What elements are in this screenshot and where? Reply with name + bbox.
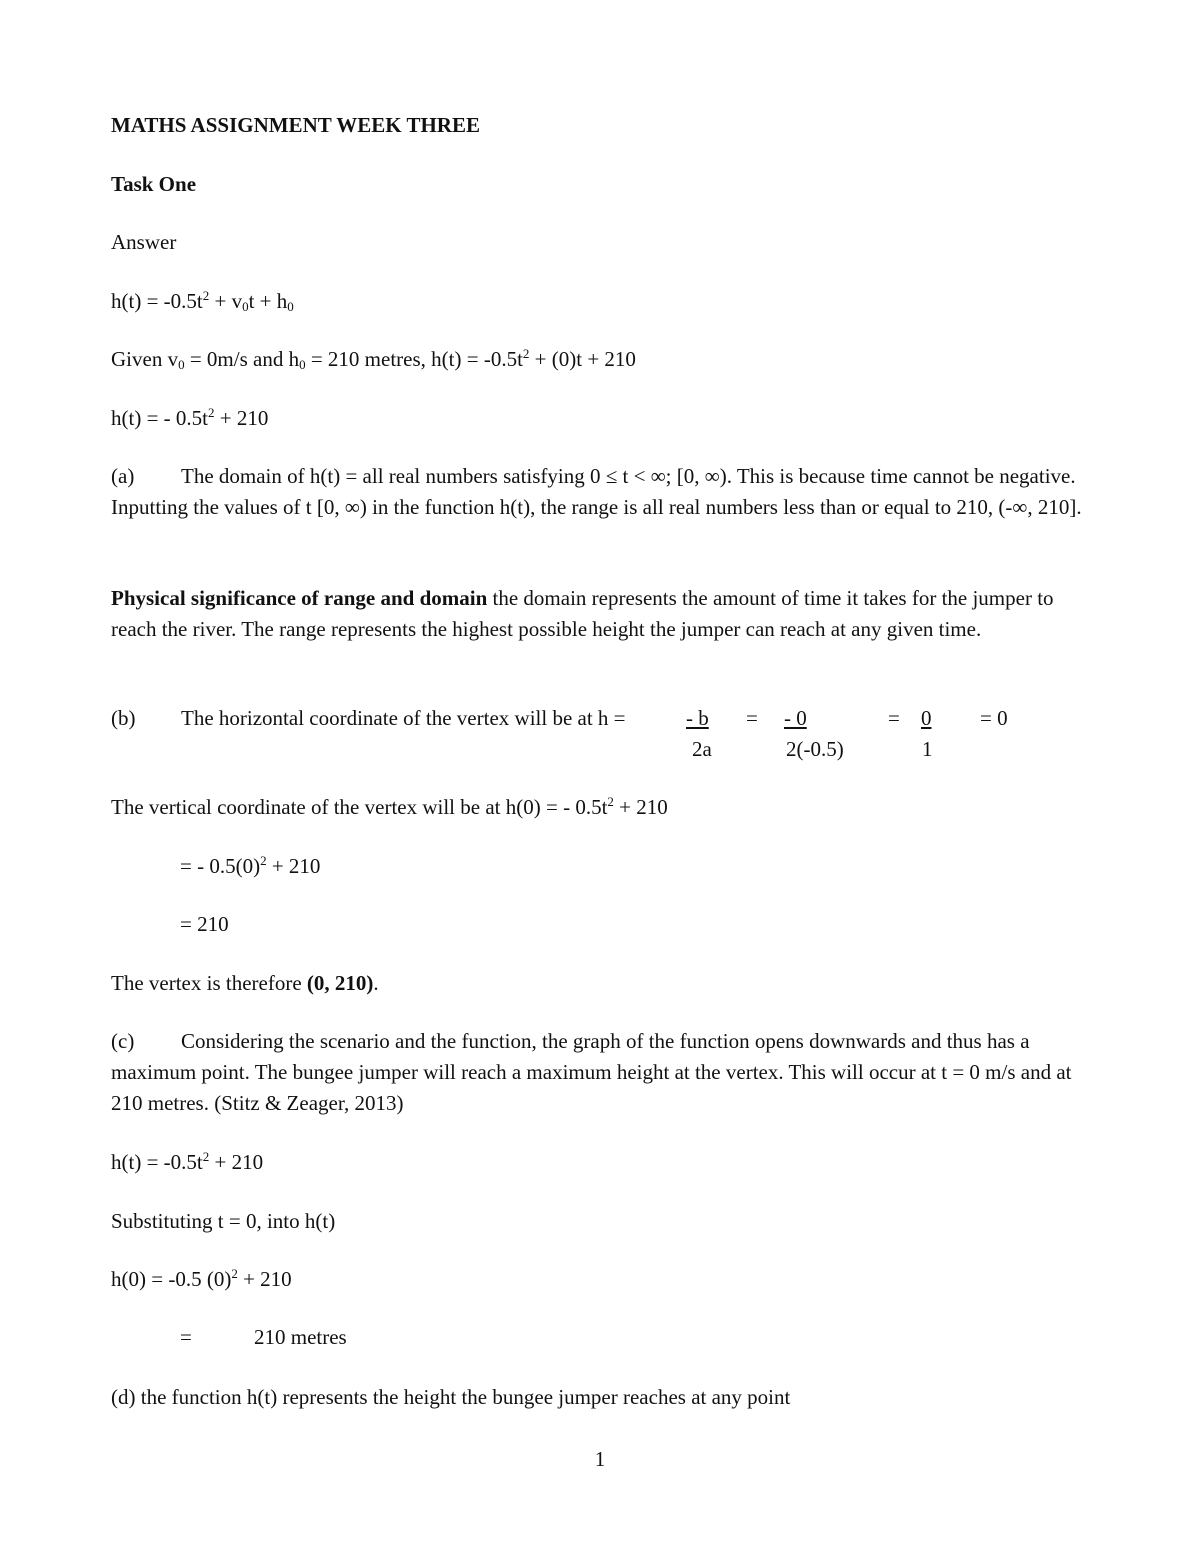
document-title: MATHS ASSIGNMENT WEEK THREE	[111, 113, 480, 137]
task-heading: Task One	[111, 172, 197, 196]
part-b-result: = 0	[980, 706, 1008, 730]
physical-significance-paragraph: Physical significance of range and domain the domain represents the amount of time it takes for the jumper to reach the river. The range represents the highest possible height the jumper can reach at any given time.	[111, 586, 1054, 641]
part-c-paragraph: (c) Considering the scenario and the function, the graph of the function opens downwards and thus has a maximum point. The bungee jumper will reach a maximum height at the vertex. This will occur at t = 0 m/s and at 210 metres. (Stitz & Zeager, 2013)	[111, 1029, 1072, 1115]
result-210-metres: 210 metres	[254, 1325, 347, 1349]
vertex-statement: The vertex is therefore (0, 210).	[111, 971, 379, 995]
equation-height-repeat: $h(t) = -0.5t^2 + 210$	[111, 1149, 264, 1174]
part-a-paragraph: (a) The domain of h(t) = all real numbers satisfying 0 ≤ t < ∞; [0, ∞). This is because time cannot be negative. Inputting the values of t [0, ∞) in the function h(t), the range is all real numbers less than or equal to 210, (-∞, 210].	[111, 464, 1082, 519]
fraction-2-numerator: - 0	[784, 706, 807, 730]
equation-height-general: $h(t) = -0.5t^2 + v_0t + h_0$	[111, 288, 294, 314]
fraction-3-denominator: 1	[922, 737, 933, 761]
page-number: 1	[594, 1447, 606, 1471]
fraction-2-denominator: 2(-0.5)	[786, 737, 844, 761]
fraction-1-numerator: - b	[686, 706, 709, 730]
part-d-line: (d) the function h(t) represents the height the bungee jumper reaches at any point	[111, 1385, 791, 1409]
fraction-1-denominator: 2a	[692, 737, 712, 761]
given-values: Given $v_0 = 0m/s$ and $h_0 = 210$ metres, $h(t) = -0.5t^2 + (0)t + 210$	[111, 346, 636, 372]
answer-label: Answer	[111, 230, 177, 254]
vertical-step-1: = - $0.5(0)^2 + 210$	[180, 853, 321, 878]
equation-height-specific: h(t) = - $0.5t^2 + 210$	[111, 405, 269, 430]
equals-sign-2: =	[888, 706, 900, 730]
equation-h-of-zero: h(0) = -0.5 $(0)^2 + 210$	[111, 1266, 292, 1291]
vertical-step-2: = 210	[180, 912, 229, 936]
equals-sign-3: =	[180, 1325, 192, 1349]
fraction-3-numerator: 0	[921, 706, 932, 730]
equals-sign-1: =	[746, 706, 758, 730]
substituting-line: Substituting t = 0, into h(t)	[111, 1209, 336, 1233]
vertical-coordinate-line: The vertical coordinate of the vertex will be at h(0) = - $0.5t^2 + 210$	[111, 794, 668, 819]
part-b-line: (b) The horizontal coordinate of the vertex will be at h =	[111, 706, 626, 730]
